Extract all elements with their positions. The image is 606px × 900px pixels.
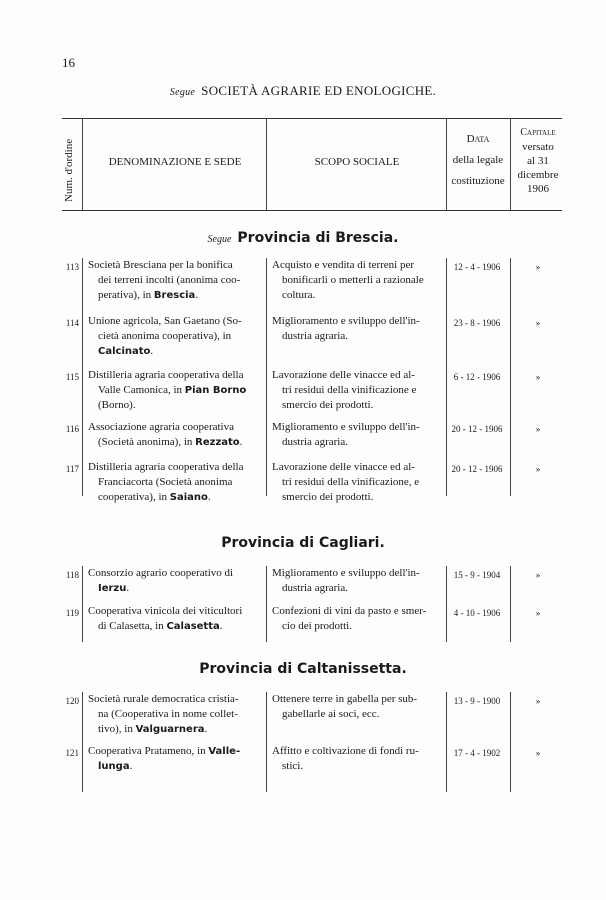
col-divider (82, 566, 83, 642)
section-title (0, 230, 606, 246)
row-date: 4 - 10 - 1906 (453, 608, 501, 618)
name-line: tivo), in Valguarnera. (98, 723, 208, 735)
row-number: 113 (65, 262, 79, 272)
name-line: Cooperativa vinicola dei viticultori (88, 605, 243, 617)
name-line: dei terreni incolti (anonima coo- (98, 274, 241, 286)
row-name (88, 368, 262, 413)
purpose-line: Miglioramento e sviluppo dell'in- (272, 567, 420, 579)
name-line (88, 744, 262, 759)
header-date-line: della legale (452, 154, 504, 166)
row-purpose (272, 692, 444, 722)
header-purpose-col: SCOPO SOCIALE (314, 156, 400, 168)
purpose-line: Acquisto e vendita di terreni per (272, 259, 415, 271)
purpose-line: smercio dei prodotti. (282, 491, 374, 503)
row-number: 117 (65, 464, 79, 474)
purpose-line: coltura. (282, 289, 316, 301)
section-title-text: Provincia di Cagliari. (221, 535, 385, 551)
row-capital: » (535, 372, 541, 382)
header-date-line: Data (466, 133, 490, 145)
col-divider (82, 258, 83, 496)
purpose-line: dustria agraria. (282, 436, 348, 448)
row-purpose (272, 314, 444, 344)
place-name: Valguarnera (135, 724, 205, 735)
name-text: perativa), in (98, 289, 154, 301)
header-capital-line: versato (522, 141, 554, 153)
purpose-line: Affitto e coltivazione di fondi ru- (272, 745, 419, 757)
row-name (88, 420, 262, 450)
row-name (88, 566, 262, 596)
purpose-line: Miglioramento e sviluppo dell'in- (272, 421, 420, 433)
row-capital: » (535, 424, 541, 434)
header-capital-line: al 31 (527, 155, 549, 167)
name-line (88, 383, 262, 398)
header-num-col: Num. d'ordine (63, 138, 75, 202)
header-name-col: DENOMINAZIONE E SEDE (108, 156, 242, 168)
purpose-line: Confezioni di vini da pasto e smer- (272, 605, 427, 617)
header-capital-line: dicembre (517, 169, 559, 181)
row-date: 20 - 12 - 1906 (451, 424, 503, 434)
name-line: Ierzu. (98, 582, 130, 594)
header-capital-line: Capitale (520, 127, 556, 138)
name-line: Consorzio agrario cooperativo di (88, 567, 234, 579)
section-title (0, 661, 606, 677)
row-purpose (272, 368, 444, 413)
row-number: 120 (65, 696, 79, 706)
name-line: na (Cooperativa in nome collet- (98, 708, 238, 720)
row-capital: » (535, 318, 541, 328)
row-number: 116 (65, 424, 79, 434)
row-number: 119 (65, 608, 79, 618)
purpose-line: cio dei prodotti. (282, 620, 352, 632)
section-title (0, 535, 606, 551)
row-name (88, 692, 262, 737)
purpose-line: Miglioramento e sviluppo dell'in- (272, 315, 420, 327)
col-divider (266, 118, 267, 210)
place-name: Saiano (169, 492, 208, 503)
col-divider (510, 692, 511, 792)
name-line: di Calasetta, in Calasetta. (98, 620, 223, 632)
row-date: 23 - 8 - 1906 (453, 318, 501, 328)
section-title-text: Provincia di Brescia. (237, 230, 399, 246)
row-date: 20 - 12 - 1906 (451, 464, 503, 474)
row-number: 115 (65, 372, 79, 382)
name-line: Unione agricola, San Gaetano (So- (88, 315, 242, 327)
name-line: Associazione agraria cooperativa (88, 421, 234, 433)
place-name: Ierzu (98, 583, 127, 594)
purpose-line: smercio dei prodotti. (282, 399, 374, 411)
row-name (88, 460, 262, 505)
name-text: Valle Camonica, in (98, 384, 185, 396)
row-number: 114 (65, 318, 79, 328)
name-line: Distilleria agraria cooperativa della (88, 461, 244, 473)
name-line: Calcinato. (98, 345, 154, 357)
place-name: Rezzato (195, 437, 240, 448)
row-capital: » (535, 608, 541, 618)
row-name (88, 258, 262, 303)
table-top-rule (62, 118, 562, 119)
col-divider (510, 566, 511, 642)
row-capital: » (535, 464, 541, 474)
purpose-line: tri residui della vinificazione, e (282, 476, 420, 488)
row-number: 118 (65, 570, 79, 580)
col-divider (82, 692, 83, 792)
name-line: cooperativa), in Saiano. (98, 491, 211, 503)
name-line: Società Bresciana per la bonifica (88, 259, 233, 271)
running-head-prefix: Segue (169, 87, 196, 98)
place-name: Valle- (208, 746, 241, 757)
name-line: Franciacorta (Società anonima (98, 476, 233, 488)
row-number: 121 (65, 748, 79, 758)
section-title-text: Provincia di Caltanissetta. (199, 661, 407, 677)
col-divider (266, 692, 267, 792)
row-date: 12 - 4 - 1906 (453, 262, 501, 272)
name-line: lunga. (98, 760, 133, 772)
name-text: cooperativa), in (98, 491, 170, 503)
place-name: Brescia (153, 290, 196, 301)
running-head (0, 83, 606, 99)
row-capital: » (535, 696, 541, 706)
name-line: (Società anonima), in Rezzato. (98, 436, 243, 448)
col-divider (510, 258, 511, 496)
running-head-title: SOCIETÀ AGRARIE ED ENOLOGICHE. (201, 83, 437, 98)
row-date: 15 - 9 - 1904 (453, 570, 501, 580)
col-divider (82, 118, 83, 210)
row-purpose (272, 258, 444, 303)
row-purpose (272, 744, 444, 774)
col-divider (266, 258, 267, 496)
row-date: 6 - 12 - 1906 (453, 372, 501, 382)
purpose-line: Ottenere terre in gabella per sub- (272, 693, 418, 705)
row-date: 17 - 4 - 1902 (453, 748, 501, 758)
place-name: Calasetta (166, 621, 220, 632)
name-text: di Calasetta, in (98, 620, 167, 632)
row-name (88, 744, 262, 774)
header-date-col (446, 132, 510, 189)
place-name: Calcinato (98, 346, 151, 357)
row-capital: » (535, 262, 541, 272)
purpose-line: gabellarle ai soci, ecc. (282, 708, 380, 720)
row-purpose (272, 566, 444, 596)
col-divider (266, 566, 267, 642)
header-capital-line: 1906 (527, 183, 549, 195)
name-text: Cooperativa Pratameno, in (88, 745, 209, 757)
row-capital: » (535, 570, 541, 580)
place-name: Pian Borno (184, 385, 247, 396)
header-date-line: costituzione (451, 175, 505, 187)
section-prefix: Segue (207, 234, 232, 245)
purpose-line: bonificarli o metterli a razionale (282, 274, 424, 286)
name-text: (Società anonima), in (98, 436, 196, 448)
header-capital-col (510, 126, 566, 196)
purpose-line: Lavorazione delle vinacce ed al- (272, 369, 415, 381)
name-line: Società rurale democratica cristia- (88, 693, 239, 705)
purpose-line: tri residui della vinificazione e (282, 384, 417, 396)
row-capital: » (535, 748, 541, 758)
purpose-line: dustria agraria. (282, 330, 348, 342)
purpose-line: stici. (282, 760, 304, 772)
name-line: (Borno). (98, 399, 136, 411)
row-date: 13 - 9 - 1900 (453, 696, 501, 706)
row-name (88, 604, 262, 634)
name-line: cietà anonima cooperativa), in (98, 330, 232, 342)
name-text: tivo), in (98, 723, 136, 735)
purpose-line: dustria agraria. (282, 582, 348, 594)
row-purpose (272, 604, 444, 634)
row-purpose (272, 420, 444, 450)
page-number: 16 (62, 55, 75, 70)
name-line: perativa), in Brescia. (98, 289, 199, 301)
purpose-line: Lavorazione delle vinacce ed al- (272, 461, 415, 473)
place-name: lunga (98, 761, 130, 772)
col-divider (446, 692, 447, 792)
row-name (88, 314, 262, 359)
row-purpose (272, 460, 444, 505)
header-bottom-rule (62, 210, 562, 211)
name-line: Distilleria agraria cooperativa della (88, 369, 244, 381)
